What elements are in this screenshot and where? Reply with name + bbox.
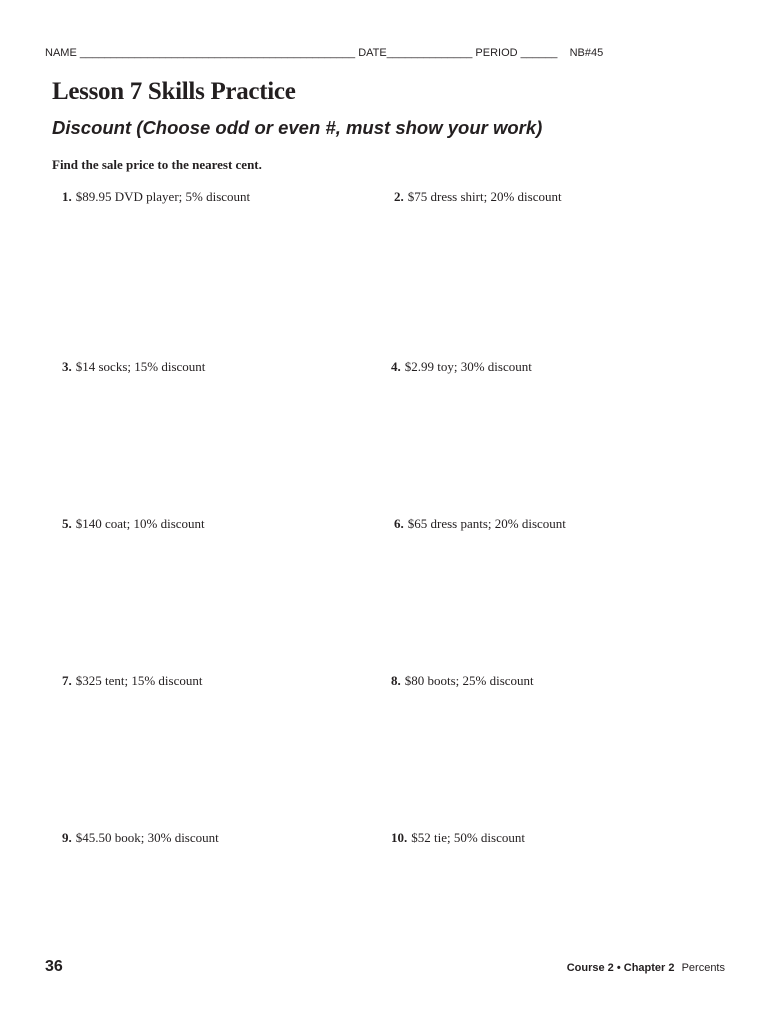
problem-number: 8. (391, 673, 401, 688)
problem-number: 3. (62, 359, 72, 374)
problem-number: 6. (394, 516, 404, 531)
problem-text: $14 socks; 15% discount (75, 359, 206, 374)
footer-topic: Percents (681, 962, 725, 974)
problem-1 (62, 189, 250, 205)
footer-chapter: Chapter 2 (623, 962, 675, 974)
problem-5 (62, 516, 205, 532)
problem-text: $52 tie; 50% discount (411, 830, 525, 845)
problem-number: 4. (391, 359, 401, 374)
problem-8 (391, 673, 534, 689)
problem-4 (391, 359, 532, 375)
problem-text: $45.50 book; 30% discount (75, 830, 219, 845)
problem-text: $325 tent; 15% discount (75, 673, 203, 688)
problem-text: $75 dress shirt; 20% discount (407, 189, 562, 204)
page-subtitle: Discount (Choose odd or even #, must show your work) (52, 117, 543, 138)
problem-number: 10. (391, 830, 408, 845)
problem-2 (394, 189, 562, 205)
problem-number: 5. (62, 516, 72, 531)
problem-number: 9. (62, 830, 72, 845)
problem-text: $89.95 DVD player; 5% discount (75, 189, 251, 204)
problem-text: $80 boots; 25% discount (404, 673, 534, 688)
name-date-period-line: NAME _____________________________________________ DATE______________ PERIOD ______ NB#45 (45, 47, 604, 59)
problem-text: $140 coat; 10% discount (75, 516, 205, 531)
problem-10 (391, 830, 525, 846)
page-title: Lesson 7 Skills Practice (52, 78, 296, 105)
problem-number: 1. (62, 189, 72, 204)
page-number: 36 (45, 958, 63, 975)
problem-3 (62, 359, 205, 375)
problem-number: 7. (62, 673, 72, 688)
footer-course: Course 2 (566, 962, 614, 974)
problem-text: $2.99 toy; 30% discount (404, 359, 532, 374)
instructions: Find the sale price to the nearest cent. (52, 157, 262, 172)
problem-number: 2. (394, 189, 404, 204)
footer-course-info (567, 962, 725, 974)
footer-separator: • (616, 962, 621, 974)
problem-6 (394, 516, 566, 532)
problem-7 (62, 673, 203, 689)
problem-9 (62, 830, 219, 846)
problem-text: $65 dress pants; 20% discount (407, 516, 566, 531)
